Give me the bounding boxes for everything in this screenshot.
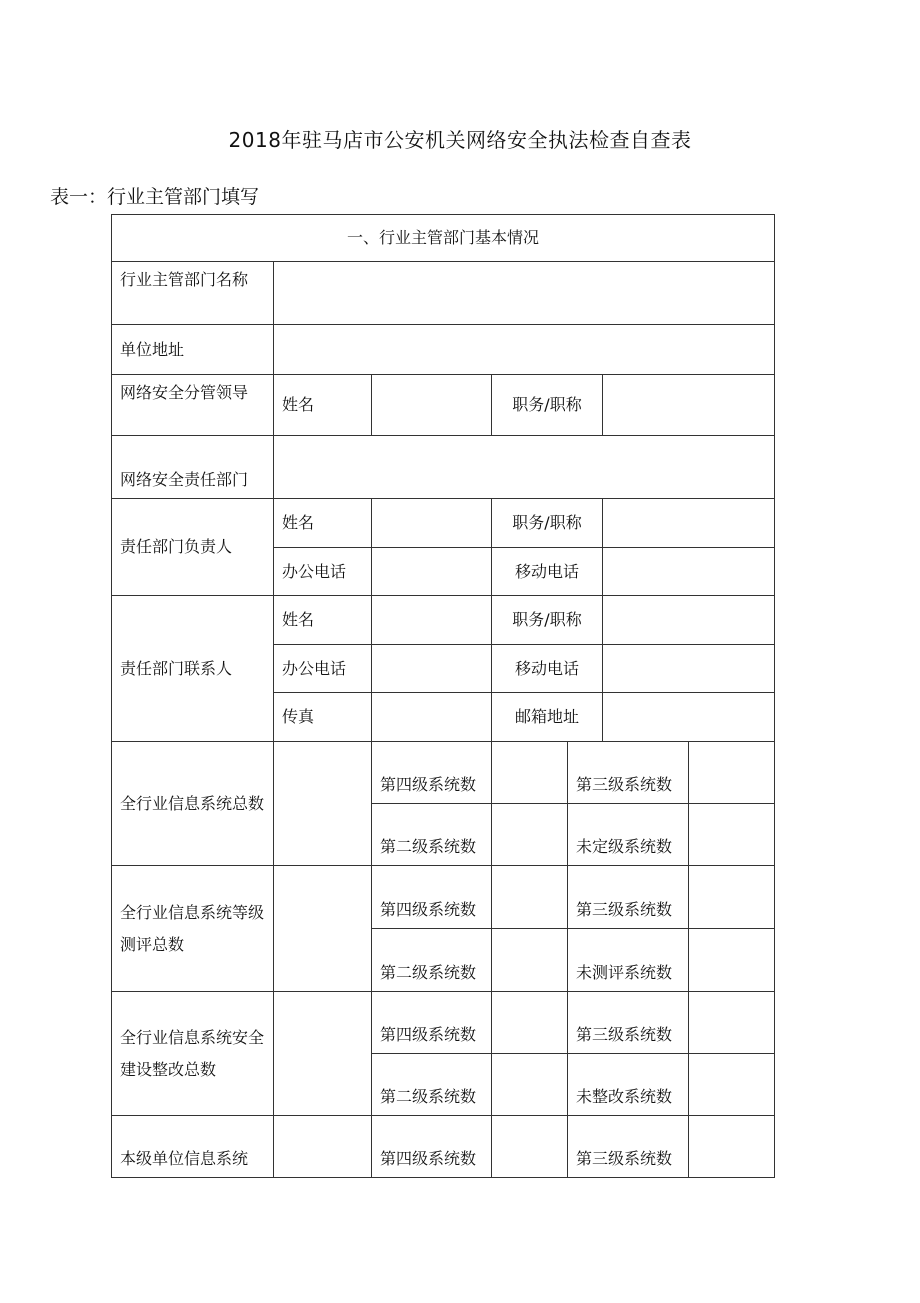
eval-level4-label: 第四级系统数: [371, 865, 491, 928]
contact-position-label: 职务/职称: [491, 595, 602, 644]
own-systems-label: 本级单位信息系统: [111, 1115, 273, 1178]
eval-level2-input[interactable]: [491, 928, 567, 991]
contact-name-label: 姓名: [273, 595, 371, 644]
head-office-phone-label: 办公电话: [273, 547, 371, 595]
contact-email-input[interactable]: [602, 692, 775, 741]
rect-level3-input[interactable]: [688, 991, 775, 1053]
eval-unevaluated-label: 未测评系统数: [567, 928, 688, 991]
eval-level3-input[interactable]: [688, 865, 775, 928]
head-name-label: 姓名: [273, 498, 371, 547]
leader-position-label: 职务/职称: [491, 374, 602, 435]
total-level4-label: 第四级系统数: [371, 741, 491, 803]
total-unleveled-input[interactable]: [688, 803, 775, 865]
own-systems-input[interactable]: [273, 1115, 371, 1178]
contact-name-input[interactable]: [371, 595, 491, 644]
own-level3-label: 第三级系统数: [567, 1115, 688, 1178]
total-unleveled-label: 未定级系统数: [567, 803, 688, 865]
rect-unrectified-label: 未整改系统数: [567, 1053, 688, 1115]
dept-name-label: 行业主管部门名称: [111, 261, 273, 324]
own-level3-input[interactable]: [688, 1115, 775, 1178]
rect-unrectified-input[interactable]: [688, 1053, 775, 1115]
head-office-phone-input[interactable]: [371, 547, 491, 595]
security-leader-label: 网络安全分管领导: [111, 374, 273, 435]
responsible-dept-input[interactable]: [273, 435, 775, 498]
eval-level4-input[interactable]: [491, 865, 567, 928]
rect-level4-input[interactable]: [491, 991, 567, 1053]
total-level2-label: 第二级系统数: [371, 803, 491, 865]
contact-office-phone-label: 办公电话: [273, 644, 371, 692]
contact-position-input[interactable]: [602, 595, 775, 644]
eval-level3-label: 第三级系统数: [567, 865, 688, 928]
own-level4-input[interactable]: [491, 1115, 567, 1178]
table-subtitle: 表一：行业主管部门填写: [50, 186, 260, 208]
address-input[interactable]: [273, 324, 775, 374]
contact-fax-label: 传真: [273, 692, 371, 741]
total-systems-label: 全行业信息系统总数: [111, 741, 273, 865]
contact-fax-input[interactable]: [371, 692, 491, 741]
head-position-input[interactable]: [602, 498, 775, 547]
eval-level2-label: 第二级系统数: [371, 928, 491, 991]
rectification-label: 全行业信息系统安全建设整改总数: [111, 991, 273, 1115]
contact-mobile-input[interactable]: [602, 644, 775, 692]
leader-position-input[interactable]: [602, 374, 775, 435]
rectification-input[interactable]: [273, 991, 371, 1115]
head-position-label: 职务/职称: [491, 498, 602, 547]
own-level4-label: 第四级系统数: [371, 1115, 491, 1178]
total-systems-input[interactable]: [273, 741, 371, 865]
dept-name-input[interactable]: [273, 261, 775, 324]
graded-evaluation-input[interactable]: [273, 865, 371, 991]
dept-contact-label: 责任部门联系人: [111, 595, 273, 741]
total-level2-input[interactable]: [491, 803, 567, 865]
responsible-dept-label: 网络安全责任部门: [111, 435, 273, 498]
contact-mobile-label: 移动电话: [491, 644, 602, 692]
page-title: 2018年驻马店市公安机关网络安全执法检查自查表: [228, 128, 692, 152]
total-level3-label: 第三级系统数: [567, 741, 688, 803]
address-label: 单位地址: [111, 324, 273, 374]
dept-head-label: 责任部门负责人: [111, 498, 273, 595]
head-mobile-input[interactable]: [602, 547, 775, 595]
leader-name-input[interactable]: [371, 374, 491, 435]
rect-level4-label: 第四级系统数: [371, 991, 491, 1053]
eval-unevaluated-input[interactable]: [688, 928, 775, 991]
rect-level2-input[interactable]: [491, 1053, 567, 1115]
leader-name-label: 姓名: [273, 374, 371, 435]
head-name-input[interactable]: [371, 498, 491, 547]
contact-email-label: 邮箱地址: [491, 692, 602, 741]
rect-level3-label: 第三级系统数: [567, 991, 688, 1053]
total-level3-input[interactable]: [688, 741, 775, 803]
total-level4-input[interactable]: [491, 741, 567, 803]
self-check-form: [111, 214, 775, 1178]
section-header: 一、行业主管部门基本情况: [111, 214, 775, 261]
graded-evaluation-label: 全行业信息系统等级测评总数: [111, 865, 273, 991]
contact-office-phone-input[interactable]: [371, 644, 491, 692]
head-mobile-label: 移动电话: [491, 547, 602, 595]
rect-level2-label: 第二级系统数: [371, 1053, 491, 1115]
